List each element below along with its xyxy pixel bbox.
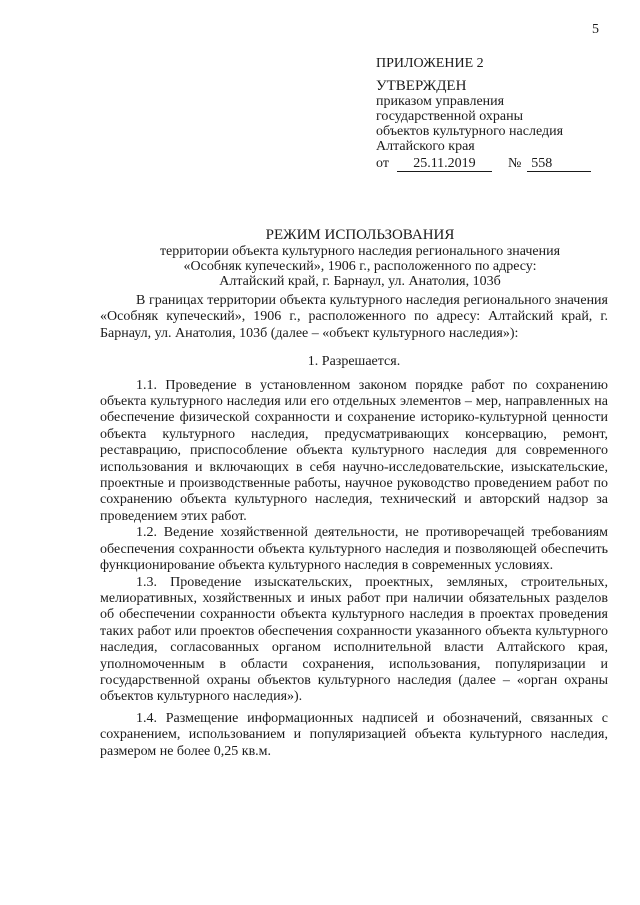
from-label: от	[376, 156, 389, 171]
document-body	[100, 293, 608, 760]
approval-line: государственной охраны	[376, 109, 524, 124]
number-label: №	[507, 156, 522, 171]
approval-block	[376, 56, 591, 172]
subtitle-line: Алтайский край, г. Барнаул, ул. Анатолия, 103б	[219, 274, 501, 289]
page-number: 5	[592, 22, 599, 37]
document-title: РЕЖИМ ИСПОЛЬЗОВАНИЯ	[265, 227, 455, 243]
approval-line: объектов культурного наследия	[376, 124, 564, 139]
subtitle-line: территории объекта культурного наследия регионального значения	[159, 244, 561, 259]
intro-paragraph: В границах территории объекта культурного наследия регионального значения «Особняк купеческий», 1906 г., расположенного по адресу: Алтайский край, г. Барнаул, ул. Анатолия, 103б (далее – «объект культурного наследия»):	[100, 293, 608, 341]
subtitle-line: «Особняк купеческий», 1906 г., расположенного по адресу:	[183, 259, 537, 274]
approved-label: УТВЕРЖДЕН	[376, 78, 467, 94]
order-line	[376, 156, 591, 172]
approval-line: Алтайского края	[376, 139, 475, 154]
clause-1-2: 1.2. Ведение хозяйственной деятельности, не противоречащей требованиям обеспечения сохранности объекта культурного наследия и позволяющей обеспечить функционирование объекта культурного наследия в современных условиях.	[100, 525, 608, 574]
appendix-label: ПРИЛОЖЕНИЕ 2	[376, 56, 484, 71]
section-heading: 1. Разрешается.	[307, 354, 401, 370]
clause-1-4: 1.4. Размещение информационных надписей и обозначений, связанных с сохранением, использованием и популяризацией объекта культурного наследия, размером не более 0,25 кв.м.	[100, 710, 608, 759]
clause-1-3: 1.3. Проведение изыскательских, проектных, земляных, строительных, мелиоративных, хозяйственных и иных работ при наличии обязательных разделов об обеспечении сохранности объекта культурного наследия в проектах проведения таких работ или проектов обеспечения сохранности указанного объекта культурного наследия, согласованных органом исполнительной власти Алтайского края, уполномоченным в области сохранения, использования, популяризации и государственной охраны объектов культурного наследия (далее – «орган охраны объектов культурного наследия»).	[100, 574, 608, 705]
approval-line: приказом управления	[376, 94, 505, 109]
order-date: 25.11.2019	[397, 156, 492, 172]
clause-1-1: 1.1. Проведение в установленном законом порядке работ по сохранению объекта культурного наследия или его отдельных элементов – мер, направленных на обеспечение физической сохранности и сохранение историко-культурной ценности объекта культурного наследия, предусматривающих консервацию, ремонт, реставрацию, приспособление объекта культурного наследия для современного использования и включающих в себя научно-исследовательские, изыскательские, проектные и производственные работы, научное руководство проведением работ по сохранению объекта культурного наследия, технический и авторский надзор за проведением этих работ.	[100, 377, 608, 524]
document-title-block	[100, 228, 620, 289]
order-number: 558	[527, 156, 591, 172]
